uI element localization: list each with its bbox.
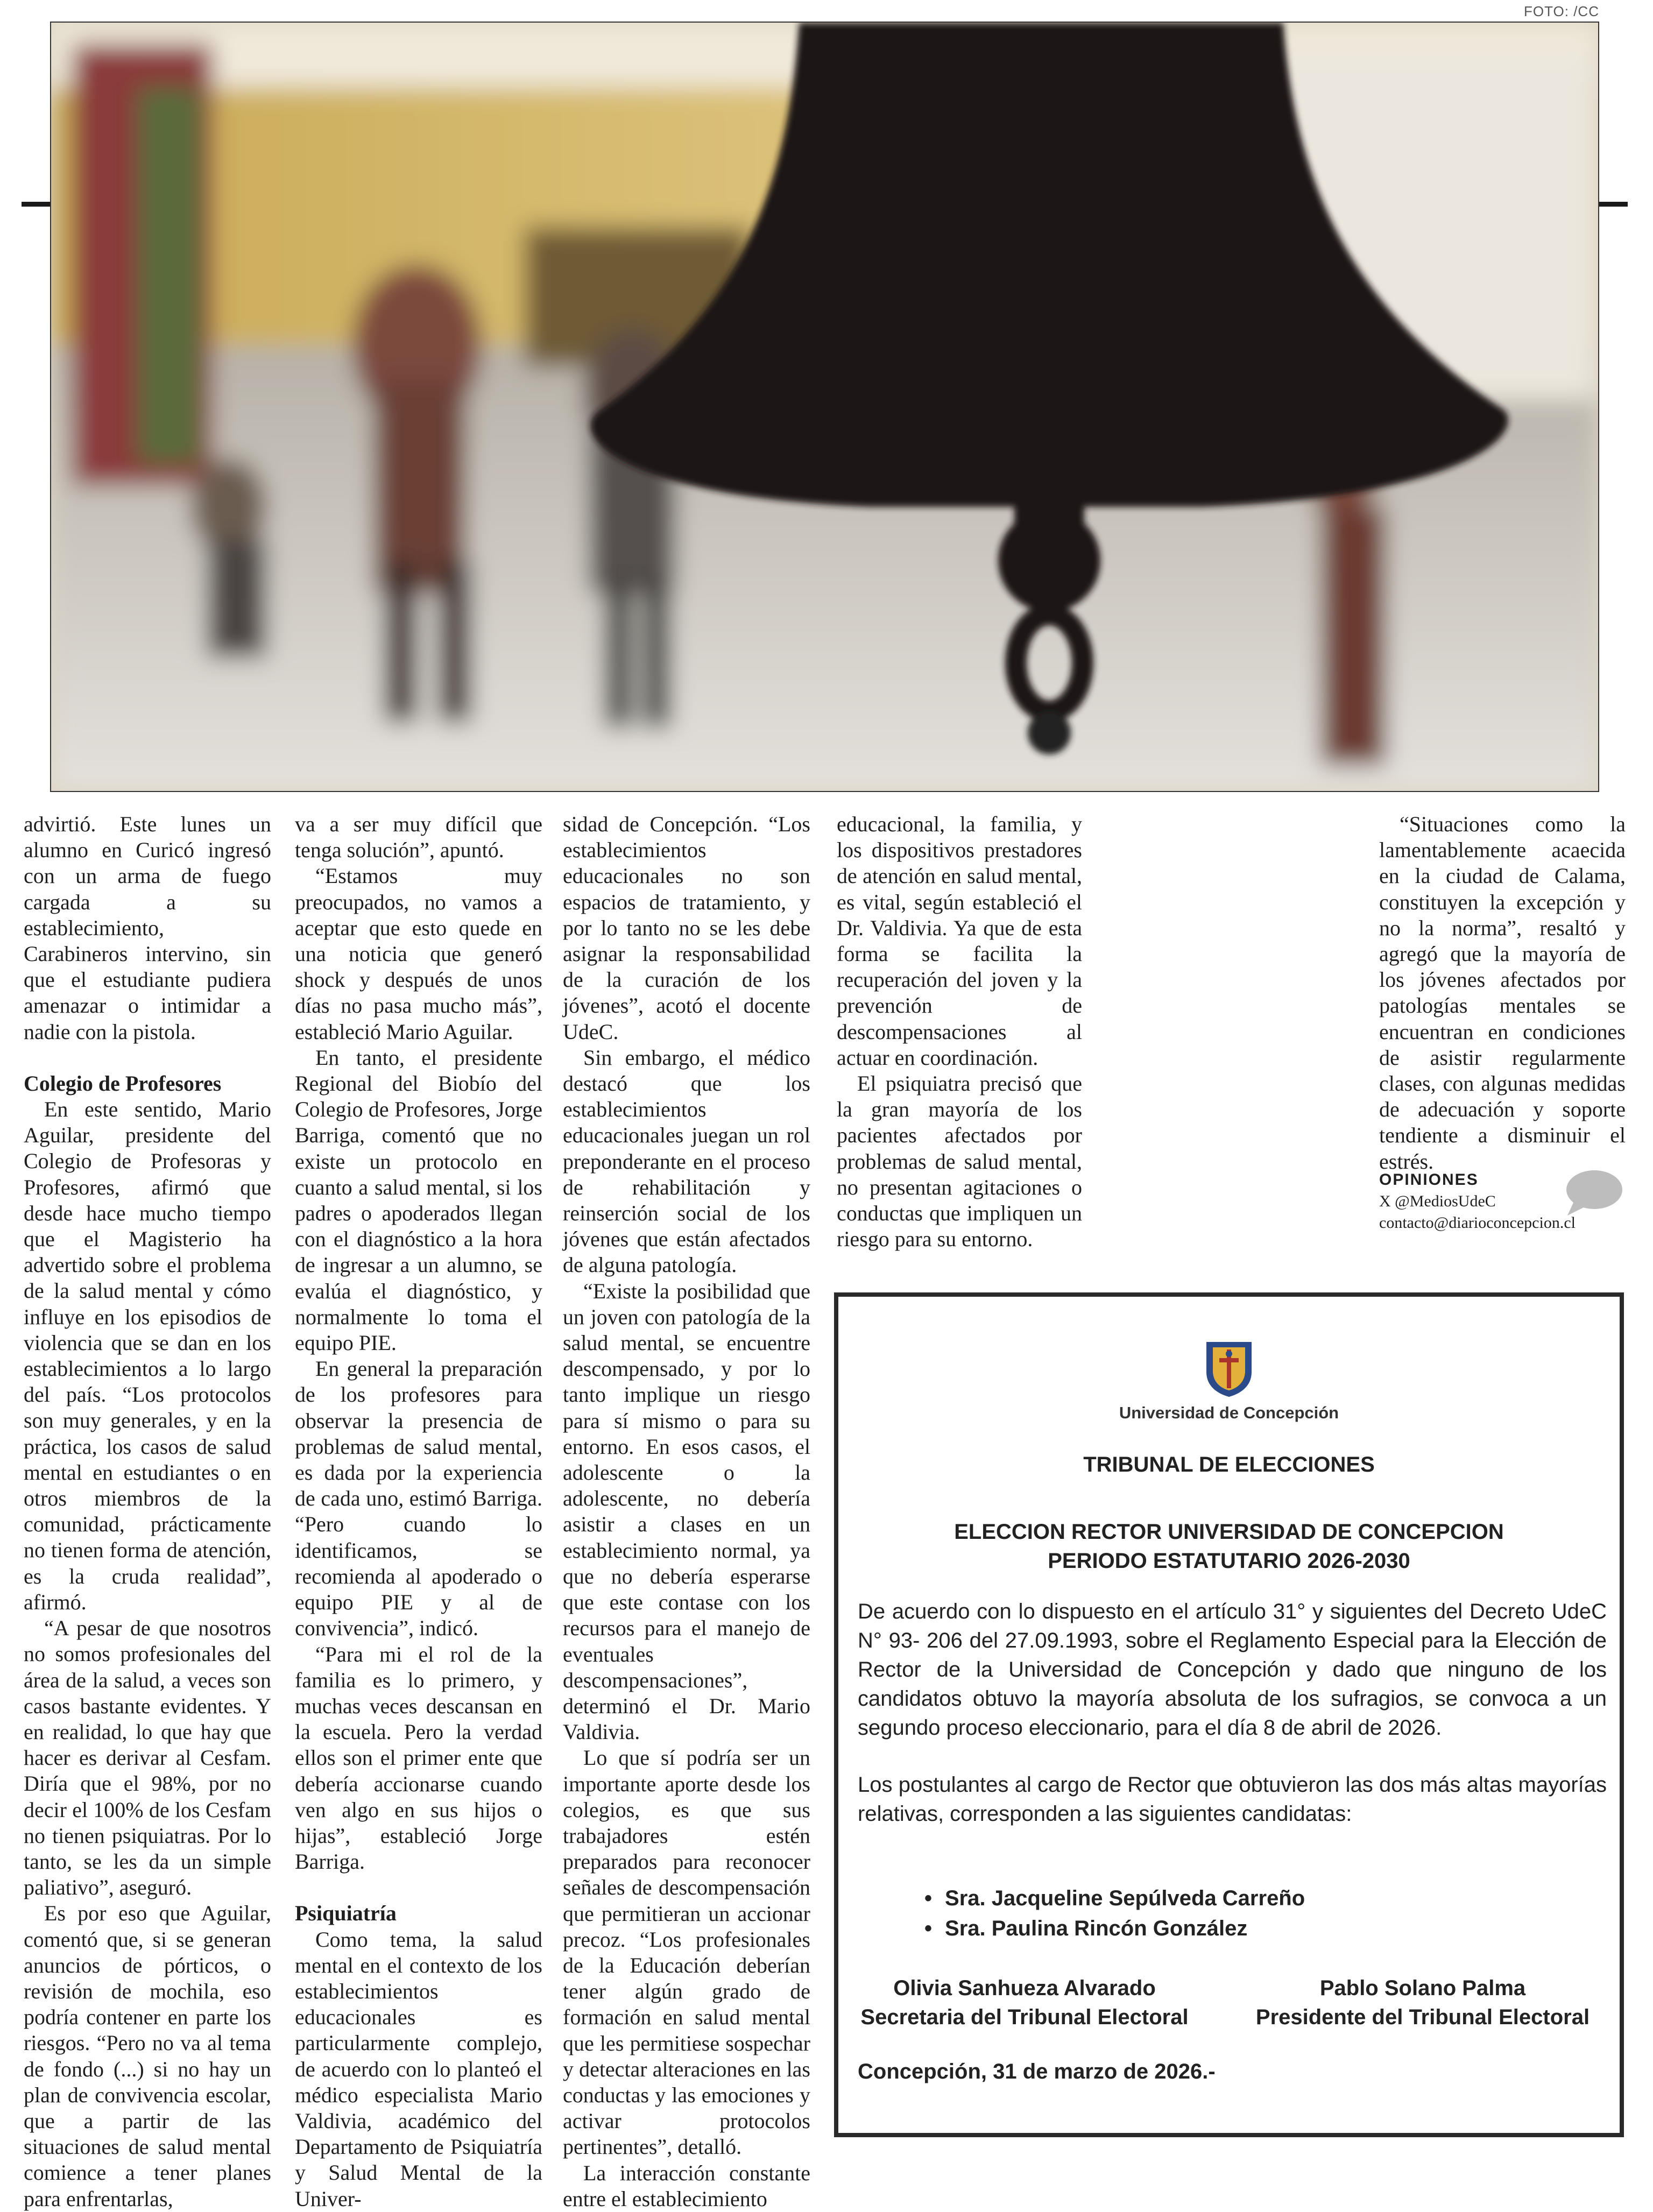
paragraph: Lo que sí podría ser un importante aporte desde los colegios, es que sus trabajadores estén preparados para reconocer señales de descompensación que permitieran un accionar precoz. “Los profesionales de la Educación deberían tener algún grado de formación en salud mental que les permitiese sospechar y detectar alteraciones en las conductas y las emociones y activar protocolos pertinentes”, detalló.: [563, 1745, 810, 2159]
article-photo: [50, 22, 1599, 792]
photo-credit: FOTO: /CC: [1524, 3, 1599, 19]
university-name: Universidad de Concepción: [1119, 1403, 1339, 1422]
signature-role: Secretaria del Tribunal Electoral: [860, 2005, 1189, 2029]
notice-paragraph: De acuerdo con lo dispuesto en el artículo 31° y siguientes del Decreto UdeC N° 93- 206 del 27.09.1993, sobre el Reglamento Especial para la Elección de Rector de la Universidad de Concepción y dado que ninguno de los candidatos obtuvo la mayoría absoluta de los sufragios, se convoca a un segundo proceso eleccionario, para el día 8 de abril de 2026.: [858, 1600, 1607, 1740]
candidate-list: [924, 1883, 1305, 1944]
paragraph: En este sentido, Mario Aguilar, presidente del Colegio de Profesoras y Profesores, afirmó que desde hace mucho tiempo que el Magisterio ha advertido sobre el problema de la salud mental y cómo influye en los episodios de violencia que se dan en los establecimientos a lo largo del país. “Los protocolos son muy generales, y en la práctica, los casos de salud mental en estudiantes o en otros miembros de la comunidad, prácticamente no tienen forma de atención, es la cruda realidad”, afirmó.: [24, 1097, 271, 1614]
article-column-2: [295, 811, 542, 2212]
university-crest-icon: [1203, 1340, 1255, 1399]
candidate-item: • Sra. Jacqueline Sepúlveda Carreño: [924, 1883, 1305, 1913]
section-rule-left: [22, 202, 52, 207]
paragraph: “Para mi el rol de la familia es lo primero, y muchas veces descansan en la escuela. Pero la verdad ellos son el primer ente que debería accionarse cuando ven algo en sus hijos o hijas”, estableció Jorge Barriga.: [295, 1642, 542, 1874]
signature-name: Pablo Solano Palma: [1319, 1976, 1526, 2000]
article-column-4: [837, 811, 1082, 1252]
paragraph: Es por eso que Aguilar, comentó que, si se generan anuncios de pórticos, o revisión de mochila, eso podría contener en parte los riesgos. “Pero no va al tema de fondo (...) si no hay un plan de convivencia escolar, que a partir de las situaciones de salud mental comience a tener planes para enfrentarlas,: [24, 1901, 271, 2211]
paragraph: “Situaciones como la lamentablemente acaecida en la ciudad de Calama, constituyen la excepción y no la norma”, resaltó y agregó que la mayoría de los jóvenes afectados por patologías mentales se encuentran en condiciones de asistir regularmente clases, con algunas medidas de adecuación y soporte tendiente a disminuir el estrés.: [1379, 812, 1626, 1174]
signature-role: Presidente del Tribunal Electoral: [1255, 2005, 1590, 2029]
paragraph: En tanto, el presidente Regional del Biobío del Colegio de Profesores, Jorge Barriga, comentó que no existe un protocolo en cuanto a salud mental, si los padres o apoderados llegan con el diagnóstico a la hora de ingresar a un alumno, se evalúa el diagnóstico, y normalmente lo toma el equipo PIE.: [295, 1045, 542, 1355]
signature-secretary: [858, 1974, 1191, 2032]
speech-bubble-icon: [1563, 1168, 1623, 1217]
section-heading: Colegio de Profesores: [24, 1071, 222, 1096]
signature-president: [1240, 1974, 1606, 2032]
paragraph: El psiquiatra precisó que la gran mayoría de los pacientes afectados por problemas de salud mental, no presentan agitaciones o conductas que impliquen un riesgo para su entorno.: [837, 1071, 1082, 1252]
signature-name: Olivia Sanhueza Alvarado: [893, 1976, 1156, 2000]
paragraph: advirtió. Este lunes un alumno en Curicó ingresó con un arma de fuego cargada a su establecimiento, Carabineros intervino, sin que el estudiante pudiera amenazar o intimidar a nadie con la pistola.: [24, 812, 271, 1044]
school-bell-photo: [51, 23, 1598, 791]
paragraph: educacional, la familia, y los dispositivos prestadores de atención en salud mental, es vital, según estableció el Dr. Valdivia. Ya que de esta forma se facilita la recuperación del joven y la prevención de descompensaciones al actuar en coordinación.: [837, 812, 1082, 1070]
contact-email[interactable]: contacto@diarioconcepcion.cl: [1379, 1214, 1576, 1232]
paragraph: La interacción constante entre el establecimiento: [563, 2160, 810, 2211]
section-heading: Psiquiatría: [295, 1901, 397, 1926]
notice-date: Concepción, 31 de marzo de 2026.-: [858, 2060, 1216, 2083]
paragraph: Sin embargo, el médico destacó que los establecimientos educacionales juegan un rol preponderante en el proceso de rehabilitación y reinserción social de los jóvenes que están afectados de alguna patología.: [563, 1045, 810, 1277]
article-column-5: [1379, 811, 1626, 1175]
notice-subtitle-line-1: ELECCION RECTOR UNIVERSIDAD DE CONCEPCION: [954, 1520, 1504, 1544]
paragraph: “Existe la posibilidad que un joven con patología de la salud mental, se encuentre descompensado, y por lo tanto implique un riesgo para sí mismo o para su entorno. En esos casos, el adolescente o la adolescente, no debería asistir a clases en un establecimiento normal, ya que no debería esperarse que este contase con los recursos para el manejo de eventuales descompensaciones”, determinó el Dr. Mario Valdivia.: [563, 1278, 810, 1744]
paragraph: va a ser muy difícil que tenga solución”, apuntó.: [295, 812, 542, 863]
notice-title: TRIBUNAL DE ELECCIONES: [1083, 1453, 1375, 1476]
paragraph: “Estamos muy preocupados, no vamos a aceptar que esto quede en una noticia que generó shock y después de unos días no pasa mucho más”, estableció Mario Aguilar.: [295, 864, 542, 1044]
university-logo: [838, 1340, 1620, 1423]
opinions-heading: OPINIONES: [1379, 1171, 1479, 1189]
notice-paragraph: Los postulantes al cargo de Rector que obtuvieron las dos más altas mayorías relativas, corresponden a las siguientes candidatas:: [858, 1773, 1607, 1826]
notice-subtitle: [838, 1517, 1620, 1575]
article-column-1: [24, 811, 271, 2212]
paragraph: sidad de Concepción. “Los establecimientos educacionales no son espacios de tratamiento, y por lo tanto no se les debe asignar la responsabilidad de la curación de los jóvenes”, acotó el docente UdeC.: [563, 812, 810, 1044]
candidate-item: • Sra. Paulina Rincón González: [924, 1913, 1305, 1944]
article-column-3: [563, 811, 810, 2212]
election-notice: [834, 1292, 1624, 2137]
paragraph: En general la preparación de los profesores para observar la presencia de problemas de salud mental, es dada por la experiencia de cada uno, estimó Barriga. “Pero cuando lo identificamos, se recomienda al apoderado o equipo PIE y al de convivencia”, indicó.: [295, 1356, 542, 1641]
paragraph: Como tema, la salud mental en el contexto de los establecimientos educacionales es particularmente complejo, de acuerdo con lo planteó el médico especialista Mario Valdivia, académico del Departamento de Psiquiatría y Salud Mental de la Univer-: [295, 1927, 542, 2211]
social-handle[interactable]: X @MediosUdeC: [1379, 1192, 1496, 1210]
paragraph: “A pesar de que nosotros no somos profesionales del área de la salud, a veces son casos bastante evidentes. Y en realidad, lo que hay que hacer es derivar al Cesfam. Diría que el 98%, por no decir el 100% de los Cesfam no tienen psiquiatras. Por lo tanto, se les da un simple paliativo”, aseguró.: [24, 1616, 271, 1900]
notice-subtitle-line-2: PERIODO ESTATUTARIO 2026-2030: [1048, 1549, 1410, 1573]
